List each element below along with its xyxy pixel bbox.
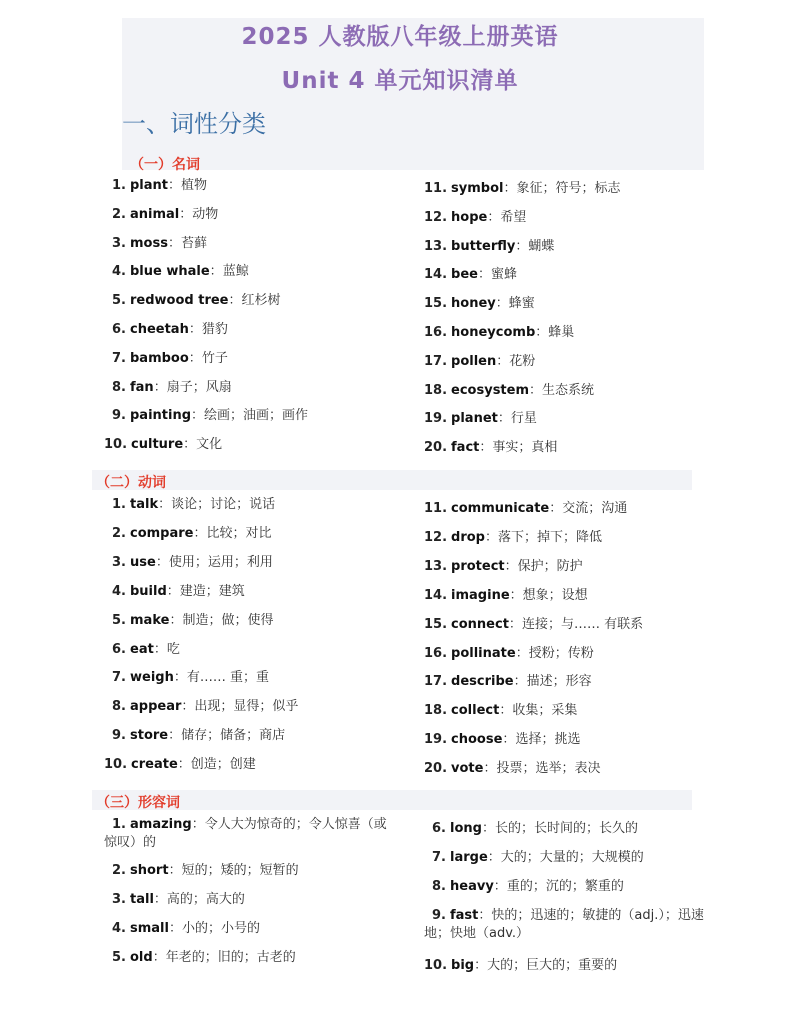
item-number: 18. — [424, 703, 448, 719]
item-number: 6. — [112, 322, 126, 337]
chinese-meaning: 吃 — [166, 641, 180, 657]
vocab-item — [424, 353, 535, 371]
chinese-meaning: 出现；显得；似乎 — [194, 699, 299, 715]
item-number: 13. — [424, 558, 448, 574]
vocab-item — [104, 727, 285, 745]
item-number: 10. — [104, 437, 128, 453]
chinese-meaning: 交流；沟通 — [562, 501, 628, 516]
chinese-meaning: 蜜蜂 — [491, 267, 518, 283]
english-word: culture — [131, 437, 184, 453]
chinese-meaning: 短的；矮的；短暂的 — [181, 863, 299, 878]
separator: ： — [177, 757, 191, 773]
chinese-meaning: 保护；防护 — [517, 558, 583, 574]
separator: ： — [474, 958, 488, 973]
english-word: long — [450, 821, 482, 836]
separator: ： — [497, 411, 511, 427]
separator: ： — [181, 699, 195, 715]
english-word: vote — [451, 761, 484, 777]
separator: ： — [155, 554, 169, 570]
english-word: heavy — [450, 879, 494, 894]
english-word: pollinate — [451, 645, 516, 661]
english-word: amazing — [130, 817, 192, 832]
separator: ： — [209, 264, 223, 280]
separator: ： — [152, 950, 166, 965]
separator: ： — [509, 587, 523, 603]
chinese-meaning: 象征；符号；标志 — [516, 181, 621, 196]
english-word: weigh — [130, 670, 174, 686]
item-number: 19. — [424, 732, 448, 748]
vocab-item — [104, 321, 228, 339]
separator: ： — [179, 206, 193, 222]
separator: ： — [515, 645, 529, 661]
vocab-item — [424, 645, 594, 663]
vocab-item — [104, 669, 269, 687]
adjectives-header-band — [92, 790, 692, 810]
separator: ： — [168, 921, 182, 936]
chinese-meaning: 动物 — [192, 206, 219, 222]
vocab-item — [104, 263, 249, 281]
english-word: plant — [130, 178, 169, 193]
english-word: appear — [130, 699, 182, 715]
item-number: 16. — [424, 645, 448, 661]
english-word: animal — [130, 206, 180, 222]
english-word: eat — [130, 641, 154, 657]
separator: ： — [502, 732, 516, 748]
chinese-meaning: 竹子 — [201, 350, 228, 366]
english-word: tall — [130, 892, 154, 907]
item-number: 14. — [424, 267, 448, 283]
vocab-item — [104, 583, 245, 601]
vocab-item — [104, 379, 232, 397]
separator: ： — [191, 408, 205, 424]
english-word: big — [451, 958, 475, 973]
chinese-meaning: 长的；长时间的；长久的 — [494, 821, 638, 836]
item-number: 5. — [112, 293, 126, 309]
item-number: 10. — [424, 958, 448, 973]
english-word: symbol — [451, 181, 504, 196]
separator: ： — [485, 529, 499, 545]
item-number: 2. — [112, 863, 126, 878]
item-number: 11. — [424, 181, 448, 196]
english-word: fact — [451, 440, 480, 456]
english-word: compare — [130, 525, 194, 541]
item-number: 9. — [112, 408, 126, 424]
vocab-item — [104, 496, 275, 514]
vocab-item — [104, 554, 273, 572]
chinese-meaning: 蜂巢 — [548, 325, 575, 340]
chinese-meaning: 重的；沉的；繁重的 — [506, 879, 624, 894]
separator: ： — [173, 670, 187, 686]
item-number: 10. — [104, 757, 128, 773]
chinese-meaning: 小的；小号的 — [181, 921, 260, 936]
item-number: 5. — [112, 612, 126, 628]
vocab-item — [424, 180, 621, 198]
english-word: connect — [451, 616, 509, 632]
english-word: moss — [130, 235, 168, 251]
chinese-meaning: 比较；对比 — [206, 525, 272, 541]
vocab-item — [424, 558, 583, 576]
english-word: hope — [451, 209, 488, 225]
separator: ： — [168, 728, 182, 744]
separator: ： — [513, 674, 527, 690]
chinese-meaning: 令人大为惊奇的；令人惊喜（或惊叹）的 — [104, 817, 387, 850]
item-number: 5. — [112, 950, 126, 965]
chinese-meaning: 高的；高大的 — [166, 892, 245, 907]
english-word: communicate — [451, 501, 550, 516]
separator: ： — [191, 817, 205, 832]
english-word: small — [130, 921, 169, 936]
item-number: 11. — [424, 501, 448, 516]
item-number: 15. — [424, 616, 448, 632]
vocab-item — [424, 500, 627, 518]
chinese-meaning: 谈论；讨论；说话 — [171, 497, 276, 512]
vocab-item — [104, 292, 281, 310]
vocab-item — [104, 698, 298, 716]
vocab-item — [424, 760, 601, 778]
section-heading: 一、词性分类 — [122, 110, 266, 138]
separator: ： — [193, 525, 207, 541]
english-word: fan — [130, 379, 154, 395]
separator: ： — [535, 325, 549, 340]
item-number: 13. — [424, 238, 448, 254]
nouns-header: （一）名词 — [130, 157, 200, 173]
separator: ： — [478, 908, 492, 923]
chinese-meaning: 选择；挑选 — [515, 732, 581, 748]
separator: ： — [168, 178, 182, 193]
chinese-meaning: 储存；储备；商店 — [181, 728, 286, 744]
english-word: short — [130, 863, 169, 878]
separator: ： — [529, 382, 543, 398]
vocab-item — [424, 439, 557, 457]
vocab-item — [424, 957, 617, 975]
vocab-item — [104, 891, 245, 909]
english-word: choose — [451, 732, 503, 748]
vocab-item — [104, 816, 394, 852]
english-word: protect — [451, 558, 505, 574]
separator: ： — [166, 583, 180, 599]
chinese-meaning: 蜂蜜 — [508, 296, 535, 312]
chinese-meaning: 使用；运用；利用 — [168, 554, 273, 570]
item-number: 17. — [424, 353, 448, 369]
adjectives-header: （三）形容词 — [96, 795, 180, 811]
vocab-item — [424, 907, 714, 943]
chinese-meaning: 描述；形容 — [526, 674, 592, 690]
english-word: drop — [451, 529, 485, 545]
chinese-meaning: 想象；设想 — [522, 587, 588, 603]
item-number: 20. — [424, 440, 448, 456]
item-number: 4. — [112, 264, 126, 280]
chinese-meaning: 快的；迅速的；敏捷的（adj.）；迅速地；快地（adv.） — [424, 908, 704, 941]
separator: ： — [167, 235, 181, 251]
vocab-item — [104, 436, 222, 454]
item-number: 7. — [432, 850, 446, 865]
english-word: use — [130, 554, 156, 570]
separator: ： — [483, 761, 497, 777]
chinese-meaning: 红杉树 — [241, 293, 281, 309]
vocab-item — [424, 849, 644, 867]
item-number: 8. — [432, 879, 446, 894]
vocab-item — [104, 756, 256, 774]
vocab-item — [424, 529, 602, 547]
vocab-item — [424, 587, 588, 605]
english-word: pollen — [451, 353, 497, 369]
item-number: 7. — [112, 670, 126, 686]
separator: ： — [188, 322, 202, 337]
vocab-item — [104, 206, 218, 224]
vocab-item — [424, 702, 577, 720]
separator: ： — [493, 879, 507, 894]
english-word: store — [130, 728, 169, 744]
separator: ： — [515, 238, 529, 254]
chinese-meaning: 花粉 — [509, 353, 536, 369]
separator: ： — [504, 558, 518, 574]
vocab-item — [424, 410, 537, 428]
vocab-item — [424, 616, 643, 634]
separator: ： — [549, 501, 563, 516]
item-number: 4. — [112, 921, 126, 936]
chinese-meaning: 行星 — [510, 411, 537, 427]
chinese-meaning: 绘画；油画；画作 — [204, 408, 309, 424]
separator: ： — [496, 353, 510, 369]
item-number: 8. — [112, 379, 126, 395]
verbs-header-band — [92, 470, 692, 490]
chinese-meaning: 连接；与…… 有联系 — [521, 616, 644, 632]
separator: ： — [158, 497, 172, 512]
item-number: 12. — [424, 529, 448, 545]
vocab-item — [424, 324, 574, 342]
item-number: 4. — [112, 583, 126, 599]
vocab-item — [104, 862, 299, 880]
separator: ： — [153, 379, 167, 395]
chinese-meaning: 希望 — [500, 209, 527, 225]
vocab-item — [104, 235, 207, 253]
separator: ： — [503, 181, 517, 196]
english-word: talk — [130, 497, 159, 512]
english-word: ecosystem — [451, 382, 530, 398]
english-word: cheetah — [130, 322, 189, 337]
item-number: 20. — [424, 761, 448, 777]
separator: ： — [183, 437, 197, 453]
item-number: 2. — [112, 206, 126, 222]
item-number: 1. — [112, 817, 126, 832]
english-word: blue whale — [130, 264, 210, 280]
verbs-header: （二）动词 — [96, 475, 166, 491]
chinese-meaning: 生态系统 — [542, 382, 595, 398]
vocab-item — [424, 238, 554, 256]
chinese-meaning: 苔藓 — [180, 235, 207, 251]
chinese-meaning: 授粉；传粉 — [528, 645, 594, 661]
item-number: 9. — [432, 908, 446, 923]
chinese-meaning: 建造；建筑 — [179, 583, 245, 599]
separator: ： — [479, 440, 493, 456]
separator: ： — [169, 612, 183, 628]
chinese-meaning: 蝴蝶 — [528, 238, 555, 254]
item-number: 19. — [424, 411, 448, 427]
item-number: 17. — [424, 674, 448, 690]
chinese-meaning: 收集；采集 — [512, 703, 578, 719]
english-word: create — [131, 757, 178, 773]
vocab-item — [104, 525, 272, 543]
item-number: 18. — [424, 382, 448, 398]
chinese-meaning: 年老的；旧的；古老的 — [165, 950, 296, 965]
item-number: 3. — [112, 892, 126, 907]
vocab-item — [104, 177, 207, 195]
vocab-item — [104, 407, 308, 425]
separator: ： — [168, 863, 182, 878]
english-word: butterfly — [451, 238, 516, 254]
english-word: bee — [451, 267, 478, 283]
chinese-meaning: 落下；掉下；降低 — [498, 529, 603, 545]
item-number: 7. — [112, 350, 126, 366]
english-word: collect — [451, 703, 500, 719]
separator: ： — [153, 892, 167, 907]
document-title: 2025 人教版八年级上册英语 — [241, 24, 559, 50]
vocab-item — [104, 949, 296, 967]
item-number: 9. — [112, 728, 126, 744]
separator: ： — [188, 350, 202, 366]
chinese-meaning: 蓝鲸 — [222, 264, 249, 280]
chinese-meaning: 投票；选举；表决 — [496, 761, 601, 777]
chinese-meaning: 大的；大量的；大规模的 — [500, 850, 644, 865]
vocab-item — [424, 731, 580, 749]
english-word: bamboo — [130, 350, 189, 366]
vocab-item — [104, 641, 180, 659]
english-word: fast — [450, 908, 479, 923]
separator: ： — [487, 209, 501, 225]
english-word: painting — [130, 408, 192, 424]
chinese-meaning: 扇子；风扇 — [166, 379, 232, 395]
item-number: 2. — [112, 525, 126, 541]
item-number: 6. — [432, 821, 446, 836]
item-number: 12. — [424, 209, 448, 225]
chinese-meaning: 创造；创建 — [190, 757, 256, 773]
english-word: describe — [451, 674, 514, 690]
item-number: 3. — [112, 554, 126, 570]
chinese-meaning: 有…… 重；重 — [186, 670, 269, 686]
item-number: 16. — [424, 325, 448, 340]
item-number: 6. — [112, 641, 126, 657]
chinese-meaning: 文化 — [196, 437, 223, 453]
item-number: 14. — [424, 587, 448, 603]
chinese-meaning: 制造；做；使得 — [182, 612, 274, 628]
vocab-item — [424, 382, 594, 400]
document-subtitle: Unit 4 单元知识清单 — [281, 68, 519, 94]
separator: ： — [499, 703, 513, 719]
english-word: large — [450, 850, 488, 865]
vocab-item — [424, 266, 517, 284]
english-word: build — [130, 583, 167, 599]
chinese-meaning: 植物 — [181, 178, 208, 193]
item-number: 8. — [112, 699, 126, 715]
item-number: 15. — [424, 296, 448, 312]
english-word: make — [130, 612, 170, 628]
english-word: old — [130, 950, 153, 965]
chinese-meaning: 大的；巨大的；重要的 — [487, 958, 618, 973]
separator: ： — [495, 296, 509, 312]
separator: ： — [487, 850, 501, 865]
separator: ： — [508, 616, 522, 632]
english-word: imagine — [451, 587, 510, 603]
vocab-item — [424, 820, 638, 838]
separator: ： — [477, 267, 491, 283]
chinese-meaning: 猎豹 — [201, 322, 228, 337]
vocab-item — [424, 673, 592, 691]
vocab-item — [104, 920, 260, 938]
item-number: 3. — [112, 235, 126, 251]
separator: ： — [153, 641, 167, 657]
vocab-item — [424, 209, 526, 227]
english-word: honeycomb — [451, 325, 536, 340]
chinese-meaning: 事实；真相 — [492, 440, 558, 456]
separator: ： — [481, 821, 495, 836]
english-word: honey — [451, 296, 496, 312]
vocab-item — [424, 295, 535, 313]
separator: ： — [228, 293, 242, 309]
english-word: planet — [451, 411, 498, 427]
item-number: 1. — [112, 497, 126, 512]
vocab-item — [424, 878, 624, 896]
english-word: redwood tree — [130, 293, 229, 309]
vocab-item — [104, 350, 228, 368]
vocab-item — [104, 612, 273, 630]
item-number: 1. — [112, 178, 126, 193]
